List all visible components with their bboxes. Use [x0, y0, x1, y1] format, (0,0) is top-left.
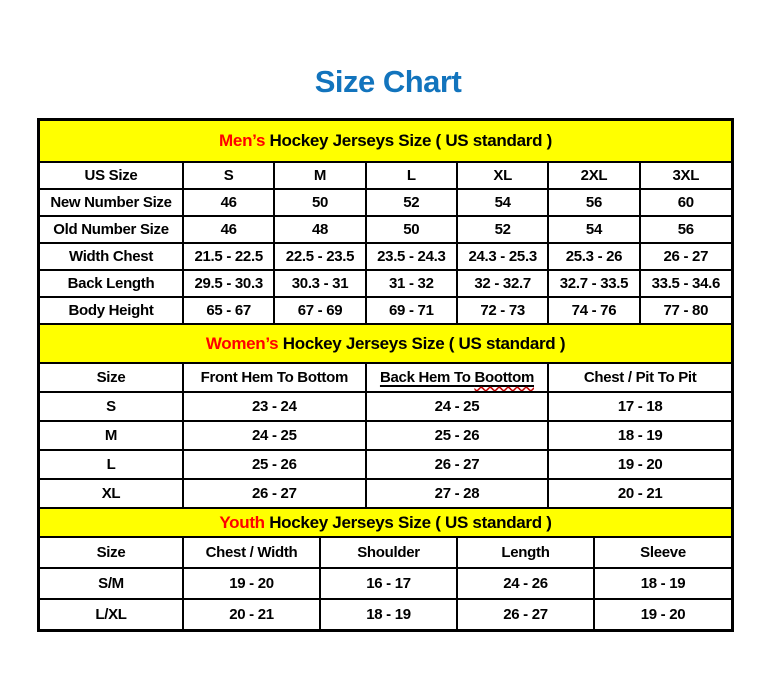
value-cell: 72 - 73	[457, 297, 548, 324]
youth-column-header: Size	[40, 537, 183, 568]
value-cell: 25 - 26	[366, 421, 549, 450]
value-cell: 54	[457, 189, 548, 216]
mens-row	[40, 189, 731, 216]
value-cell: 69 - 71	[366, 297, 457, 324]
womens-column-header	[366, 363, 549, 392]
youth-banner	[40, 509, 731, 537]
value-cell: 16 - 17	[320, 568, 457, 599]
row-label: S/M	[40, 568, 183, 599]
value-cell: 56	[640, 216, 731, 243]
value-cell: 20 - 21	[548, 479, 731, 508]
womens-banner	[40, 325, 731, 363]
page-title: Size Chart	[314, 64, 462, 99]
value-cell: 30.3 - 31	[274, 270, 365, 297]
mens-row	[40, 297, 731, 324]
value-cell: 18 - 19	[548, 421, 731, 450]
value-cell: 77 - 80	[640, 297, 731, 324]
womens-row	[40, 421, 731, 450]
value-cell: 46	[183, 189, 274, 216]
youth-size-table	[40, 509, 731, 629]
womens-header-row	[40, 363, 731, 392]
youth-column-header: Length	[457, 537, 594, 568]
row-label: New Number Size	[40, 189, 183, 216]
value-cell: 27 - 28	[366, 479, 549, 508]
womens-row	[40, 450, 731, 479]
mens-column-header: US Size	[40, 162, 183, 189]
youth-column-header: Shoulder	[320, 537, 457, 568]
womens-banner-highlight: Women’s	[205, 333, 279, 353]
value-cell: 21.5 - 22.5	[183, 243, 274, 270]
womens-banner-row	[40, 325, 731, 363]
value-cell: 25 - 26	[183, 450, 366, 479]
value-cell: 52	[366, 189, 457, 216]
youth-header-row	[40, 537, 731, 568]
mens-column-header: S	[183, 162, 274, 189]
youth-banner-row	[40, 509, 731, 537]
mens-column-header: L	[366, 162, 457, 189]
value-cell: 50	[274, 189, 365, 216]
value-cell: 24 - 25	[366, 392, 549, 421]
mens-row	[40, 270, 731, 297]
mens-column-header: 2XL	[548, 162, 639, 189]
value-cell: 23.5 - 24.3	[366, 243, 457, 270]
womens-column-header: Front Hem To Bottom	[183, 363, 366, 392]
womens-column-header: Size	[40, 363, 183, 392]
mens-banner	[40, 121, 731, 162]
value-cell: 17 - 18	[548, 392, 731, 421]
value-cell: 24.3 - 25.3	[457, 243, 548, 270]
value-cell: 67 - 69	[274, 297, 365, 324]
misspelled-word: Boottom	[474, 369, 535, 386]
womens-banner-text: Hockey Jerseys Size ( US standard )	[278, 333, 566, 353]
mens-row	[40, 216, 731, 243]
row-label: L/XL	[40, 599, 183, 629]
value-cell: 52	[457, 216, 548, 243]
mens-column-header: XL	[457, 162, 548, 189]
womens-size-table	[40, 325, 731, 509]
value-cell: 18 - 19	[594, 568, 731, 599]
value-cell: 65 - 67	[183, 297, 274, 324]
mens-size-table	[40, 121, 731, 325]
value-cell: 26 - 27	[183, 479, 366, 508]
value-cell: 24 - 26	[457, 568, 594, 599]
value-cell: 32 - 32.7	[457, 270, 548, 297]
womens-row	[40, 392, 731, 421]
row-label: L	[40, 450, 183, 479]
value-cell: 19 - 20	[183, 568, 320, 599]
mens-banner-text: Hockey Jerseys Size ( US standard )	[265, 131, 552, 150]
mens-header-row	[40, 162, 731, 189]
value-cell: 48	[274, 216, 365, 243]
womens-column-header: Chest / Pit To Pit	[548, 363, 731, 392]
mens-column-header: 3XL	[640, 162, 731, 189]
value-cell: 26 - 27	[640, 243, 731, 270]
value-cell: 24 - 25	[183, 421, 366, 450]
value-cell: 22.5 - 23.5	[274, 243, 365, 270]
value-cell: 54	[548, 216, 639, 243]
row-label: XL	[40, 479, 183, 508]
value-cell: 25.3 - 26	[548, 243, 639, 270]
youth-column-header: Sleeve	[594, 537, 731, 568]
value-cell: 32.7 - 33.5	[548, 270, 639, 297]
youth-column-header: Chest / Width	[183, 537, 320, 568]
value-cell: 46	[183, 216, 274, 243]
row-label: Body Height	[40, 297, 183, 324]
row-label: Old Number Size	[40, 216, 183, 243]
value-cell: 56	[548, 189, 639, 216]
mens-banner-highlight: Men’s	[219, 131, 266, 150]
row-label: Width Chest	[40, 243, 183, 270]
mens-row	[40, 243, 731, 270]
value-cell: 19 - 20	[548, 450, 731, 479]
youth-row	[40, 599, 731, 629]
row-label: M	[40, 421, 183, 450]
value-cell: 23 - 24	[183, 392, 366, 421]
value-cell: 26 - 27	[366, 450, 549, 479]
value-cell: 26 - 27	[457, 599, 594, 629]
value-cell: 20 - 21	[183, 599, 320, 629]
mens-column-header: M	[274, 162, 365, 189]
value-cell: 19 - 20	[640, 606, 686, 623]
value-cell: 29.5 - 30.3	[183, 270, 274, 297]
value-cell: 50	[366, 216, 457, 243]
value-cell: 60	[640, 189, 731, 216]
value-cell: 74 - 76	[548, 297, 639, 324]
size-chart	[37, 118, 734, 632]
youth-row	[40, 568, 731, 599]
youth-banner-text: Hockey Jerseys Size ( US standard )	[264, 512, 552, 532]
youth-banner-highlight: Youth	[219, 512, 265, 532]
row-label: Back Length	[40, 270, 183, 297]
underlined-header-text: Back Hem To Boottom	[379, 369, 535, 386]
womens-row	[40, 479, 731, 508]
mens-banner-row	[40, 121, 731, 162]
value-cell: 18 - 19	[320, 599, 457, 629]
value-cell: 33.5 - 34.6	[640, 270, 731, 297]
value-cell: 31 - 32	[366, 270, 457, 297]
row-label: S	[40, 392, 183, 421]
